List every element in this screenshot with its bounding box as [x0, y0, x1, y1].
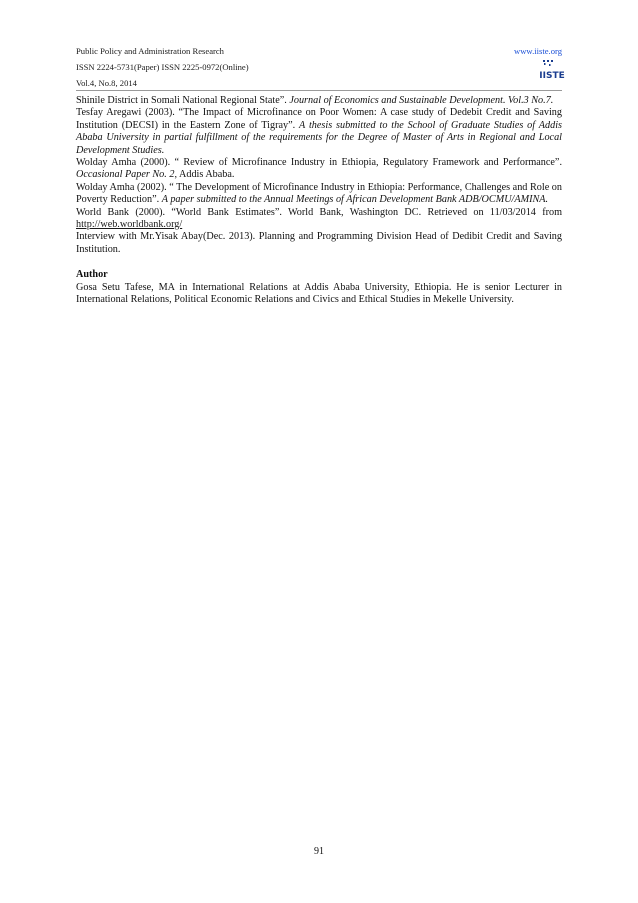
references-section: [76, 95, 562, 307]
journal-url-link[interactable]: www.iiste.org: [514, 46, 562, 56]
iiste-logo-icon: [541, 59, 563, 80]
reference-entry: Wolday Amha (2000). “ Review of Microfinance Industry in Ethiopia, Regulatory Framework and Performance”. Occasional Paper No. 2, Addis Ababa.: [76, 157, 562, 181]
page-header: [76, 43, 565, 91]
header-divider: [76, 90, 562, 91]
journal-name: Public Policy and Administration Research: [76, 46, 224, 56]
author-heading: Author: [76, 269, 108, 281]
worldbank-link[interactable]: http://web.worldbank.org/: [76, 219, 183, 231]
reference-entry-worldbank: World Bank (2000). “World Bank Estimates”. World Bank, Washington DC. Retrieved on 11/03/2014 from http://web.worldbank.org/: [76, 206, 562, 231]
reference-entry: Tesfay Aregawi (2003). “The Impact of Microfinance on Poor Women: A case study of Dedebit Credit and Saving Institution (DECSI) in the Eastern Zone of Tigray”. A thesis submitted to the School of Graduate Studies of Addis Ababa University in partial fulfillment of the requirements for the Degree of Master of Arts in Regional and Local Development Studies.: [76, 107, 562, 156]
journal-volume: Vol.4, No.8, 2014: [76, 78, 137, 88]
author-bio: Gosa Setu Tafese, MA in International Relations at Addis Ababa University, Ethiopia. He is senior Lecturer in International Relations, Political Economic Relations and Civics and Ethical Studies in Mekelle University.: [76, 281, 562, 306]
reference-entry-interview: Interview with Mr.Yisak Abay(Dec. 2013). Planning and Programming Division Head of Dedibit Credit and Saving Institution.: [76, 231, 562, 255]
reference-entry: Wolday Amha (2002). “ The Development of Microfinance Industry in Ethiopia: Performance, Challenges and Role on Poverty Reduction”. A paper submitted to the Annual Meetings of African Development Bank ADB/OCMU/AMINA.: [76, 181, 562, 206]
iiste-logo: [541, 59, 563, 80]
logo-text: IISTE: [539, 71, 565, 81]
journal-issn: ISSN 2224-5731(Paper) ISSN 2225-0972(Online): [76, 62, 249, 72]
reference-entry: Shinile District in Somali National Regional State”. Journal of Economics and Sustainable Development. Vol.3 No.7.: [76, 95, 554, 106]
page-number: 91: [314, 846, 324, 857]
